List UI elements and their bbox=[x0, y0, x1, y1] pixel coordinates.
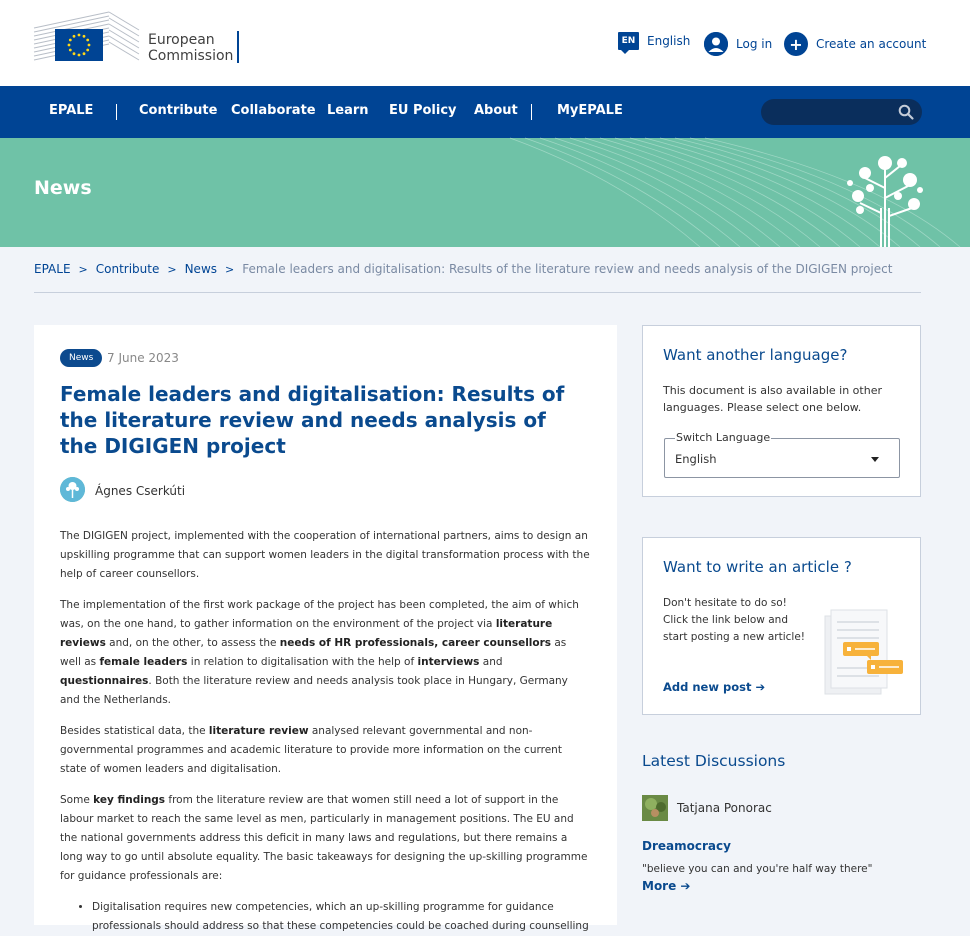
caret-down-icon bbox=[871, 457, 879, 462]
nav-divider bbox=[531, 104, 532, 120]
nav-item-learn[interactable]: Learn bbox=[327, 103, 369, 118]
avatar[interactable] bbox=[60, 477, 85, 502]
page-banner bbox=[0, 138, 970, 247]
article-title: Female leaders and digitalisation: Results of the literature review and needs analysis of the DIGIGEN project bbox=[60, 382, 565, 458]
breadcrumb-item[interactable]: Contribute bbox=[95, 262, 160, 276]
breadcrumb-divider bbox=[34, 292, 921, 293]
paragraph: The DIGIGEN project, implemented with the cooperation of international partners, aims to design an upskilling programme that can support women leaders in the digital transformation process with the help of career counsellors. bbox=[60, 530, 590, 580]
text-run: in relation to digitalisation with the help of bbox=[187, 656, 418, 668]
european-commission-logo[interactable] bbox=[34, 10, 240, 65]
write-article-card bbox=[642, 537, 921, 715]
text-run: analysed relevant governmental and non-governmental programmes and academic literature to provide more information on the current state of women leaders and digitalisation. bbox=[60, 725, 562, 775]
eu-flag-icon bbox=[55, 29, 103, 61]
text-run: from the literature review are that women still need a lot of support in the labour market to reach the same level as men, particularly in management positions. The EU and the national governments address this deficit in many laws and regulations, but there remains a long way to go until absolute equality. The basic takeaways for designing the up-skilling programme for guidance professionals are: bbox=[60, 794, 588, 882]
paragraph bbox=[60, 791, 590, 886]
text-line: Don't hesitate to do so! bbox=[663, 597, 787, 609]
create-account-label: Create an account bbox=[816, 37, 927, 51]
logo-divider bbox=[237, 31, 239, 63]
bold-text: questionnaires bbox=[60, 675, 149, 687]
text-run: . Both the literature review and needs analysis took place in Hungary, Germany and the Netherlands. bbox=[60, 675, 568, 706]
user-icon bbox=[704, 32, 728, 56]
paragraph bbox=[60, 596, 590, 710]
chevron-right-icon: > bbox=[225, 262, 235, 276]
article-date: 7 June 2023 bbox=[107, 351, 179, 365]
plus-icon: + bbox=[784, 32, 808, 56]
breadcrumb-item[interactable]: EPALE bbox=[34, 262, 71, 276]
nav-item-collaborate[interactable]: Collaborate bbox=[231, 103, 316, 118]
select-value: English bbox=[675, 452, 717, 466]
logo-line-2: Commission bbox=[148, 48, 234, 64]
discussion-excerpt: "believe you can and you're half way there" bbox=[642, 863, 873, 875]
nav-item-eu-policy[interactable]: EU Policy bbox=[389, 103, 457, 118]
chevron-right-icon: > bbox=[167, 262, 177, 276]
nav-item-epale[interactable]: EPALE bbox=[49, 103, 94, 118]
text-run: The implementation of the first work package of the project has been completed, the aim of which was, on the one hand, to gather information on the environment of the project via bbox=[60, 599, 579, 630]
nav-item-about[interactable]: About bbox=[474, 103, 518, 118]
login-link[interactable] bbox=[704, 32, 772, 56]
switch-language-select[interactable] bbox=[664, 431, 900, 478]
bold-text: literature review bbox=[208, 725, 309, 737]
discussion-author[interactable]: Tatjana Ponorac bbox=[677, 801, 772, 815]
bold-text: literature reviews bbox=[60, 618, 553, 649]
breadcrumb-current: Female leaders and digitalisation: Results of the literature review and needs analysis of the DIGIGEN project bbox=[242, 262, 893, 276]
logo-text bbox=[148, 32, 233, 64]
text-run: as well as bbox=[60, 637, 567, 668]
bold-text: key findings bbox=[93, 794, 166, 806]
text-run: Some bbox=[60, 794, 94, 806]
document-illustration-icon bbox=[823, 610, 905, 698]
text-line: start posting a new article! bbox=[663, 631, 806, 643]
search-input[interactable] bbox=[773, 103, 893, 121]
search-box bbox=[761, 99, 922, 125]
language-card-description: This document is also available in other languages. Please select one below. bbox=[663, 384, 882, 414]
create-account-link[interactable] bbox=[784, 32, 926, 56]
add-new-post-link[interactable]: Add new post ➔ bbox=[663, 680, 766, 694]
chevron-right-icon: > bbox=[78, 262, 88, 276]
page-title: News bbox=[34, 177, 92, 199]
language-card bbox=[642, 325, 921, 497]
bold-text: interviews bbox=[417, 656, 480, 668]
bold-text: female leaders bbox=[99, 656, 188, 668]
logo-line-1: European bbox=[148, 32, 215, 48]
breadcrumb bbox=[34, 262, 892, 276]
text-run: and, on the other, to assess the bbox=[105, 637, 280, 649]
paragraph bbox=[60, 722, 590, 779]
discussion-topic-link[interactable]: Dreamocracy bbox=[642, 839, 731, 853]
more-link[interactable]: More ➔ bbox=[642, 879, 691, 893]
latest-discussions-title: Latest Discussions bbox=[642, 752, 786, 770]
language-selector[interactable] bbox=[618, 32, 690, 50]
login-label: Log in bbox=[736, 37, 773, 51]
nav-item-myepale[interactable]: MyEPALE bbox=[557, 103, 623, 118]
findings-list bbox=[60, 898, 590, 936]
nav-item-contribute[interactable]: Contribute bbox=[139, 103, 218, 118]
article-body bbox=[60, 527, 590, 936]
avatar[interactable] bbox=[642, 795, 668, 821]
main-navigation bbox=[0, 86, 970, 138]
article-card bbox=[34, 325, 617, 932]
top-header bbox=[0, 0, 970, 86]
text-run: and bbox=[479, 656, 503, 668]
list-item: • Digitalisation requires new competencies, which an up-skilling programme for guidance professionals should address so that these competencies could be coached during counselling bbox=[92, 898, 590, 936]
search-icon[interactable] bbox=[898, 104, 914, 120]
tree-icon bbox=[840, 148, 930, 247]
language-code-icon: EN bbox=[618, 32, 639, 50]
text-line: Click the link below and bbox=[663, 614, 788, 626]
author-name[interactable]: Ágnes Cserkúti bbox=[95, 484, 186, 498]
bold-text: needs of HR professionals, career counsellors bbox=[279, 637, 552, 649]
language-card-title: Want another language? bbox=[663, 346, 848, 364]
write-card-title: Want to write an article ? bbox=[663, 558, 852, 576]
nav-divider bbox=[116, 104, 117, 120]
text-run: Besides statistical data, the bbox=[60, 725, 209, 737]
select-label: Switch Language bbox=[676, 431, 771, 444]
language-label: English bbox=[647, 34, 691, 48]
content-type-badge: News bbox=[60, 349, 102, 367]
breadcrumb-item[interactable]: News bbox=[184, 262, 218, 276]
write-card-description bbox=[663, 595, 805, 646]
